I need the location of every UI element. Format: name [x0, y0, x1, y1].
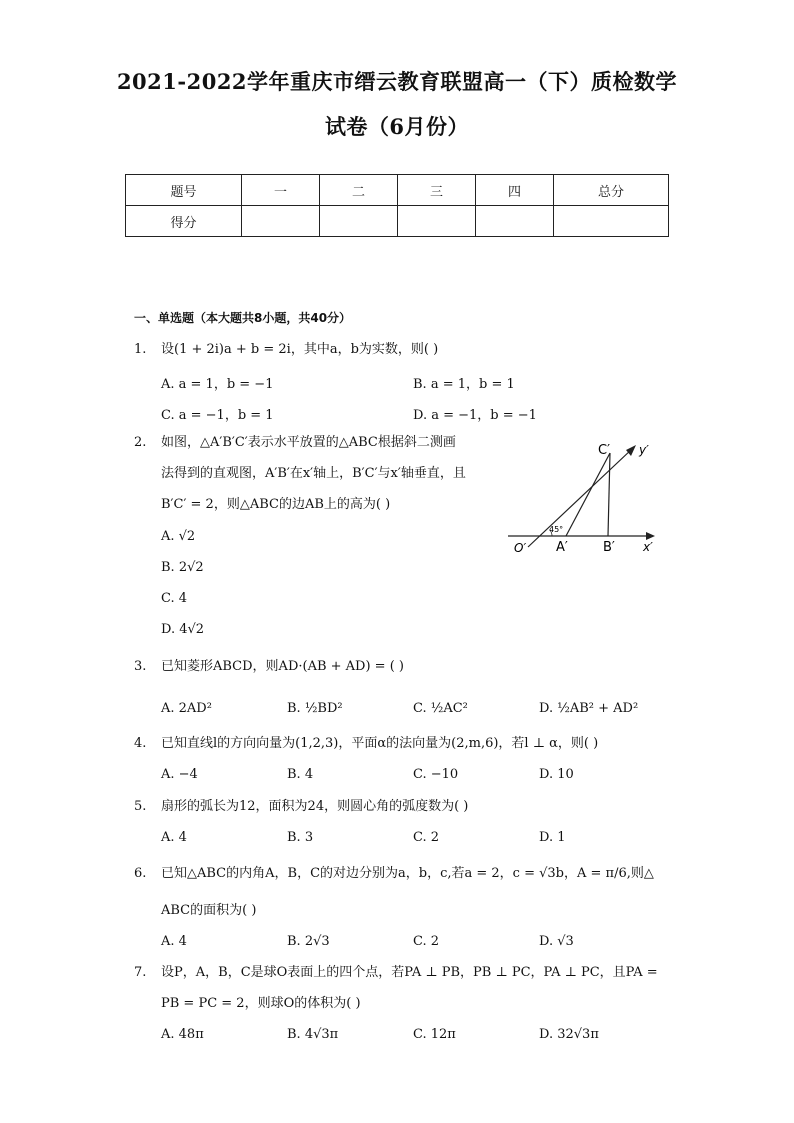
option-c: C. a = −1，b = 1	[161, 408, 274, 423]
option-a: A. 4	[161, 830, 187, 845]
option-c: C. 2	[413, 934, 440, 949]
option-d: D. 32√3π	[539, 1027, 599, 1042]
question-stem-line: 已知△ABC的内角A，B，C的对边分别为a，b，c,若a = 2，c = √3b，A = π/6,则△	[161, 866, 654, 881]
question-stem: 设(1 + 2i)a + b = 2i，其中a，b为实数，则( )	[161, 342, 439, 357]
score-table	[125, 174, 669, 237]
option-b: B. 4	[287, 767, 314, 782]
option-d: D. 1	[539, 830, 566, 845]
oblique-projection-figure	[500, 435, 670, 570]
option-a: A. 4	[161, 934, 187, 949]
question-number: 6.	[134, 866, 147, 881]
question-stem-line: ABC的面积为( )	[161, 903, 257, 918]
label-y: y′	[639, 443, 649, 457]
question-number: 4.	[134, 736, 147, 751]
score-cell	[320, 206, 398, 237]
y-axis-arrow	[626, 445, 636, 456]
label-b: B′	[603, 540, 615, 555]
segment-ac	[566, 453, 610, 536]
score-table-header-row	[126, 175, 669, 206]
score-cell	[476, 206, 554, 237]
score-row-label: 得分	[126, 206, 242, 237]
option-c: C. 2	[413, 830, 440, 845]
question-stem-line: 设P，A，B，C是球O表面上的四个点，若PA ⊥ PB，PB ⊥ PC，PA ⊥ PC，且PA =	[161, 965, 658, 980]
option-c: C. 12π	[413, 1027, 456, 1042]
score-cell	[398, 206, 476, 237]
section-heading: 一、单选题（本大题共8小题，共40分）	[134, 311, 352, 325]
option-a: A. 2AD²	[161, 701, 212, 716]
label-a: A′	[556, 540, 568, 555]
option-d: D. a = −1，b = −1	[413, 408, 537, 423]
option-b: B. 2√3	[287, 934, 330, 949]
score-cell	[554, 206, 669, 237]
option-b: B. a = 1，b = 1	[413, 377, 515, 392]
score-header-cell: 二	[320, 175, 398, 206]
score-header-cell: 总分	[554, 175, 669, 206]
question-stem-line: B′C′ = 2，则△ABC的边AB上的高为( )	[161, 497, 391, 512]
score-table-row	[126, 206, 669, 237]
option-d: D. √3	[539, 934, 574, 949]
option-c: C. ½AC²	[413, 701, 468, 716]
question-number: 2.	[134, 435, 147, 450]
option-b: B. 2√2	[161, 560, 204, 575]
question-stem-line: 法得到的直观图，A′B′在x′轴上，B′C′与x′轴垂直，且	[161, 466, 466, 481]
score-header-cell: 一	[242, 175, 320, 206]
option-b: B. ½BD²	[287, 701, 343, 716]
option-d: D. ½AB² + AD²	[539, 701, 639, 716]
option-b: B. 3	[287, 830, 314, 845]
question-number: 5.	[134, 799, 147, 814]
x-axis-arrow	[646, 532, 655, 540]
label-angle: 45°	[549, 525, 564, 534]
segment-bc	[608, 453, 610, 536]
y-axis-line	[528, 449, 632, 547]
option-b: B. 4√3π	[287, 1027, 339, 1042]
option-a: A. 48π	[161, 1027, 204, 1042]
question-stem: 已知直线l的方向向量为(1,2,3)，平面α的法向量为(2,m,6)，若l ⊥ α，则( )	[161, 736, 599, 751]
option-c: C. −10	[413, 767, 459, 782]
option-d: D. 10	[539, 767, 574, 782]
label-x: x′	[643, 540, 653, 554]
option-d: D. 4√2	[161, 622, 205, 637]
question-number: 7.	[134, 965, 147, 980]
option-a: A. a = 1，b = −1	[161, 377, 274, 392]
question-number: 3.	[134, 659, 147, 674]
question-stem: 扇形的弧长为12，面积为24，则圆心角的弧度数为( )	[161, 799, 469, 814]
question-stem-line: 如图，△A′B′C′表示水平放置的△ABC根据斜二测画	[161, 435, 456, 450]
label-o: O′	[514, 541, 527, 555]
question-number: 1.	[134, 342, 147, 357]
score-header-cell: 题号	[126, 175, 242, 206]
score-cell	[242, 206, 320, 237]
label-c: C′	[598, 443, 611, 458]
score-header-cell: 四	[476, 175, 554, 206]
score-header-cell: 三	[398, 175, 476, 206]
question-stem-line: PB = PC = 2，则球O的体积为( )	[161, 996, 361, 1011]
option-c: C. 4	[161, 591, 188, 606]
page-title-line2: 试卷（6月份）	[324, 114, 470, 139]
option-a: A. −4	[161, 767, 198, 782]
question-stem: 已知菱形ABCD，则AD·(AB + AD) = ( )	[161, 659, 404, 674]
page-title-line1: 2021-2022学年重庆市缙云教育联盟高一（下）质检数学	[116, 69, 678, 94]
option-a: A. √2	[161, 529, 196, 544]
